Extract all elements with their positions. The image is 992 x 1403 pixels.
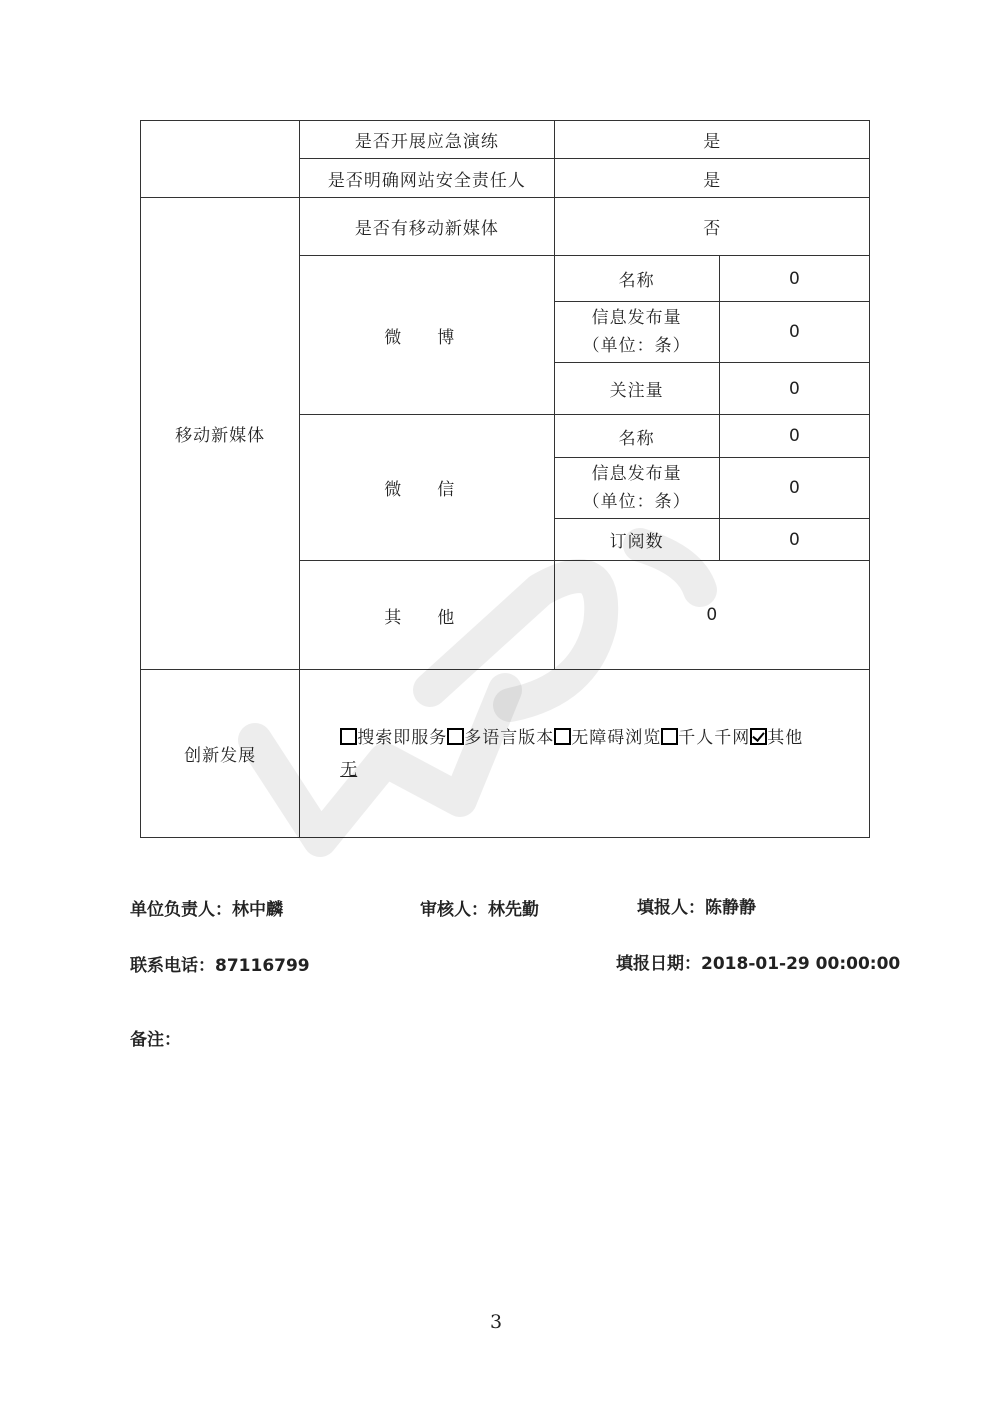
weibo-posts-label-line2: （单位：条） [582, 336, 691, 356]
option-personalized-label: 千人千网 [678, 727, 751, 748]
checkbox-icon[interactable] [447, 728, 464, 745]
checkbox-icon[interactable] [340, 728, 357, 745]
other-label: 其 他 [300, 561, 554, 670]
page-number: 3 [489, 1311, 503, 1333]
innovation-other-text: 无 [340, 759, 358, 780]
drill-value: 是 [554, 121, 869, 159]
wechat-name-label: 名称 [554, 415, 719, 458]
checkbox-icon[interactable] [661, 728, 678, 745]
weibo-name-label: 名称 [554, 256, 719, 302]
weibo-posts-value: 0 [719, 302, 869, 363]
option-accessible-label: 无障碍浏览 [571, 727, 662, 748]
wechat-posts-label-line1: 信息发布量 [591, 464, 682, 484]
wechat-name-value: 0 [719, 415, 869, 458]
wechat-posts-label-line2: （单位：条） [582, 492, 691, 512]
owner-value: 是 [554, 159, 869, 198]
checked-checkbox-icon[interactable] [750, 728, 767, 745]
mobile-section-label: 移动新媒体 [141, 198, 300, 670]
phone: 联系电话：87116799 [130, 956, 310, 976]
wechat-label: 微 信 [300, 415, 554, 561]
has-mobile-label: 是否有移动新媒体 [300, 198, 554, 256]
weibo-follow-value: 0 [719, 363, 869, 415]
remarks: 备注： [130, 1030, 181, 1050]
innovation-label: 创新发展 [141, 670, 300, 838]
weibo-posts-label [554, 302, 719, 363]
option-multilang-label: 多语言版本 [464, 727, 555, 748]
wechat-subs-value: 0 [719, 519, 869, 561]
other-value: 0 [554, 561, 869, 670]
option-search-label: 搜索即服务 [357, 727, 448, 748]
innovation-options [300, 670, 870, 838]
weibo-name-value: 0 [719, 256, 869, 302]
has-mobile-value: 否 [554, 198, 869, 256]
website-report-table [140, 120, 870, 838]
filler: 填报人：陈静静 [637, 898, 756, 918]
wechat-posts-label [554, 458, 719, 519]
innovation-checkbox-row [340, 722, 869, 754]
unit-head: 单位负责人：林中麟 [130, 900, 283, 920]
checkbox-icon[interactable] [554, 728, 571, 745]
reviewer: 审核人：林先勤 [420, 900, 539, 920]
weibo-label: 微 博 [300, 256, 554, 415]
wechat-posts-value: 0 [719, 458, 869, 519]
weibo-follow-label: 关注量 [554, 363, 719, 415]
fill-date: 填报日期：2018-01-29 00:00:00 [616, 954, 901, 974]
blank-section-cell [141, 121, 300, 198]
weibo-posts-label-line1: 信息发布量 [591, 308, 682, 328]
owner-label: 是否明确网站安全责任人 [300, 159, 554, 198]
drill-label: 是否开展应急演练 [300, 121, 554, 159]
wechat-subs-label: 订阅数 [554, 519, 719, 561]
option-other-label: 其他 [767, 727, 804, 748]
